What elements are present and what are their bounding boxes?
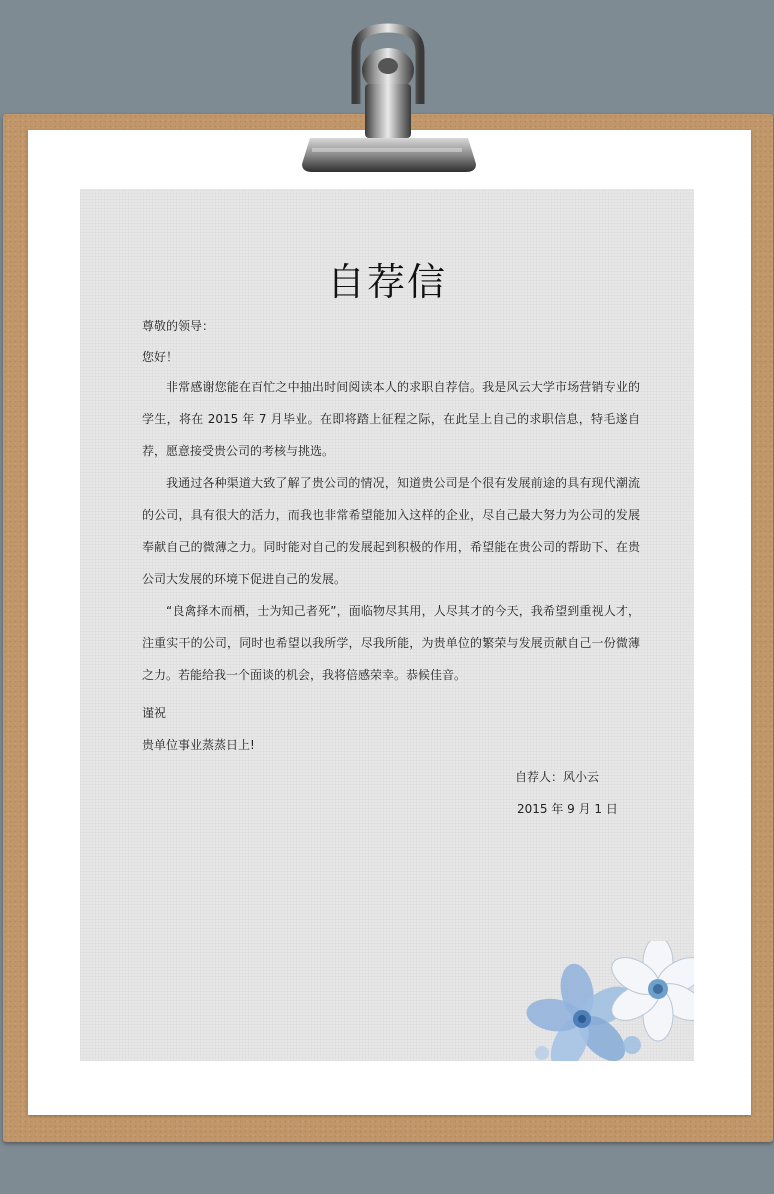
letter-title: 自荐信 <box>326 260 447 304</box>
letter-date: 2015 年 9 月 1 日 <box>517 802 618 816</box>
greeting: 您好！ <box>142 350 179 364</box>
binder-clip-icon <box>0 0 774 180</box>
paragraph-2: 我通过各种渠道大致了解了贵公司的情况，知道贵公司是个很有发展前途的具有现代潮流的公司，具有很大的活力，而我也非常希望能加入这样的企业，尽自己最大努力为公司的发展奉献自己的微薄之力。同时能对自己的发展起到积极的作用，希望能在贵公司的帮助下、在贵公司大发展的环境下促进自己的发展。 <box>142 476 640 586</box>
signature: 自荐人：风小云 <box>515 770 600 784</box>
letter-paper <box>80 189 694 1061</box>
closing-line-2: 贵单位事业蒸蒸日上! <box>142 738 255 752</box>
closing-line-1: 谨祝 <box>142 706 167 720</box>
flower-decoration-icon <box>520 941 694 1061</box>
paragraph-3: “良禽择木而栖，士为知己者死”，面临物尽其用，人尽其才的今天，我希望到重视人才，注重实干的公司，同时也希望以我所学，尽我所能，为贵单位的繁荣与发展贡献自己一份微薄之力。若能给我一个面谈的机会，我将倍感荣幸。恭候佳音。 <box>142 604 640 682</box>
paragraph-1: 非常感谢您能在百忙之中抽出时间阅读本人的求职自荐信。我是风云大学市场营销专业的学生，将在 2015 年 7 月毕业。在即将踏上征程之际，在此呈上自己的求职信息，特毛遂自荐，愿意接受贵公司的考核与挑选。 <box>142 380 640 458</box>
salutation: 尊敬的领导： <box>142 319 215 333</box>
